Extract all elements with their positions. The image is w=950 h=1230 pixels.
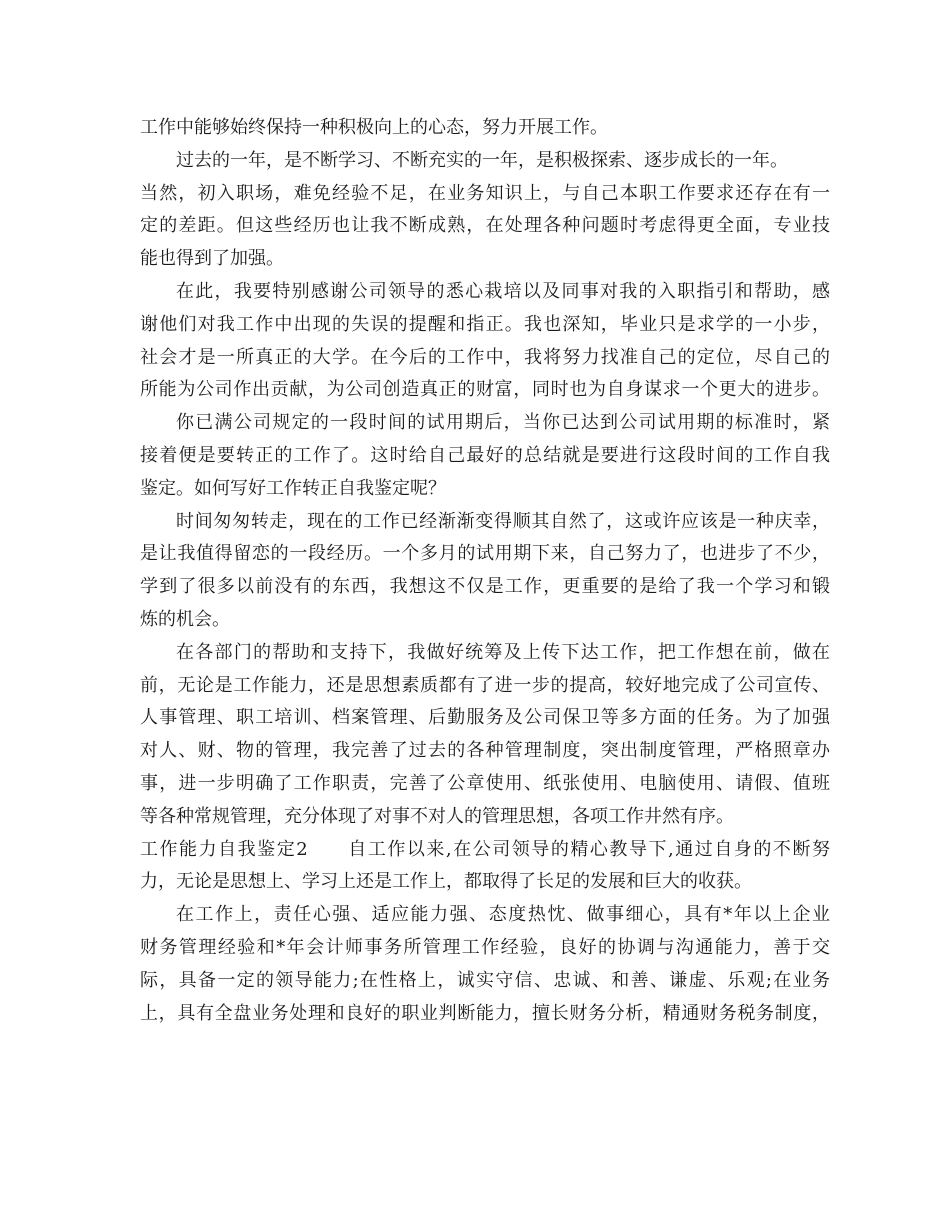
text-line: 人事管理、职工培训、档案管理、后勤服务及公司保卫等多方面的任务。为了加强 [140,707,830,729]
text-line: 际，具备一定的领导能力;在性格上，诚实守信、忠诚、和善、谦虚、乐观;在业务 [140,969,830,991]
text-line: 财务管理经验和*年会计师事务所管理工作经验，良好的协调与沟通能力，善于交 [140,936,830,958]
text-line: 社会才是一所真正的大学。在今后的工作中，我将努力找准自己的定位，尽自己的 [140,346,830,368]
paragraph-first-line: 在各部门的帮助和支持下，我做好统筹及上传下达工作，把工作想在前，做在 [176,641,830,663]
text-line: 当然，初入职场，难免经验不足，在业务知识上，与自己本职工作要求还存在有一 [140,182,830,204]
text-line: 学到了很多以前没有的东西，我想这不仅是工作，更重要的是给了我一个学习和锻 [140,576,830,598]
paragraph-first-line: 过去的一年，是不断学习、不断充实的一年，是积极探索、逐步成长的一年。 [176,149,788,171]
text-line: 对人、财、物的管理，我完善了过去的各种管理制度，突出制度管理，严格照章办 [140,740,830,762]
paragraph-first-line: 在此，我要特别感谢公司领导的悉心栽培以及同事对我的入职指引和帮助，感 [176,280,830,302]
text-line: 鉴定。如何写好工作转正自我鉴定呢？ [140,477,446,499]
text-line: 谢他们对我工作中出现的失误的提醒和指正。我也深知，毕业只是求学的一小步， [140,313,830,335]
paragraph-first-line: 时间匆匆转走，现在的工作已经渐渐变得顺其自然了，这或许应该是一种庆幸， [176,510,830,532]
text-line: 上，具有全盘业务处理和良好的职业判断能力，擅长财务分析，精通财务税务制度， [140,1002,830,1024]
text-line: 是让我值得留恋的一段经历。一个多月的试用期下来，自己努力了，也进步了不少， [140,543,830,565]
text-line: 等各种常规管理，充分体现了对事不对人的管理思想，各项工作井然有序。 [140,805,734,827]
text-line: 定的差距。但这些经历也让我不断成熟，在处理各种问题时考虑得更全面，专业技 [140,215,830,237]
text-line: 接着便是要转正的工作了。这时给自己最好的总结就是要进行这段时间的工作自我 [140,444,830,466]
paragraph-first-line: 在工作上，责任心强、适应能力强、态度热忱、做事细心，具有*年以上企业 [176,904,830,926]
paragraph-first-line: 你已满公司规定的一段时间的试用期后，当你已达到公司试用期的标准时，紧 [176,412,830,434]
document-body [140,112,830,1030]
text-line: 工作中能够始终保持一种积极向上的心态，努力开展工作。 [140,117,608,138]
text-line: 力，无论是思想上、学习上还是工作上，都取得了长足的发展和巨大的收获。 [140,871,752,893]
text-line: 炼的机会。 [140,608,230,630]
text-line: 前，无论是工作能力，还是思想素质都有了进一步的提高，较好地完成了公司宣传、 [140,674,830,696]
section-heading-line: 工作能力自我鉴定2 自工作以来,在公司领导的精心教导下,通过自身的不断努 [140,838,830,860]
text-line: 能也得到了加强。 [140,248,284,270]
text-line: 所能为公司作出贡献，为公司创造真正的财富，同时也为自身谋求一个更大的进步。 [140,379,830,401]
text-line: 事，进一步明确了工作职责，完善了公章使用、纸张使用、电脑使用、请假、值班 [140,772,830,794]
